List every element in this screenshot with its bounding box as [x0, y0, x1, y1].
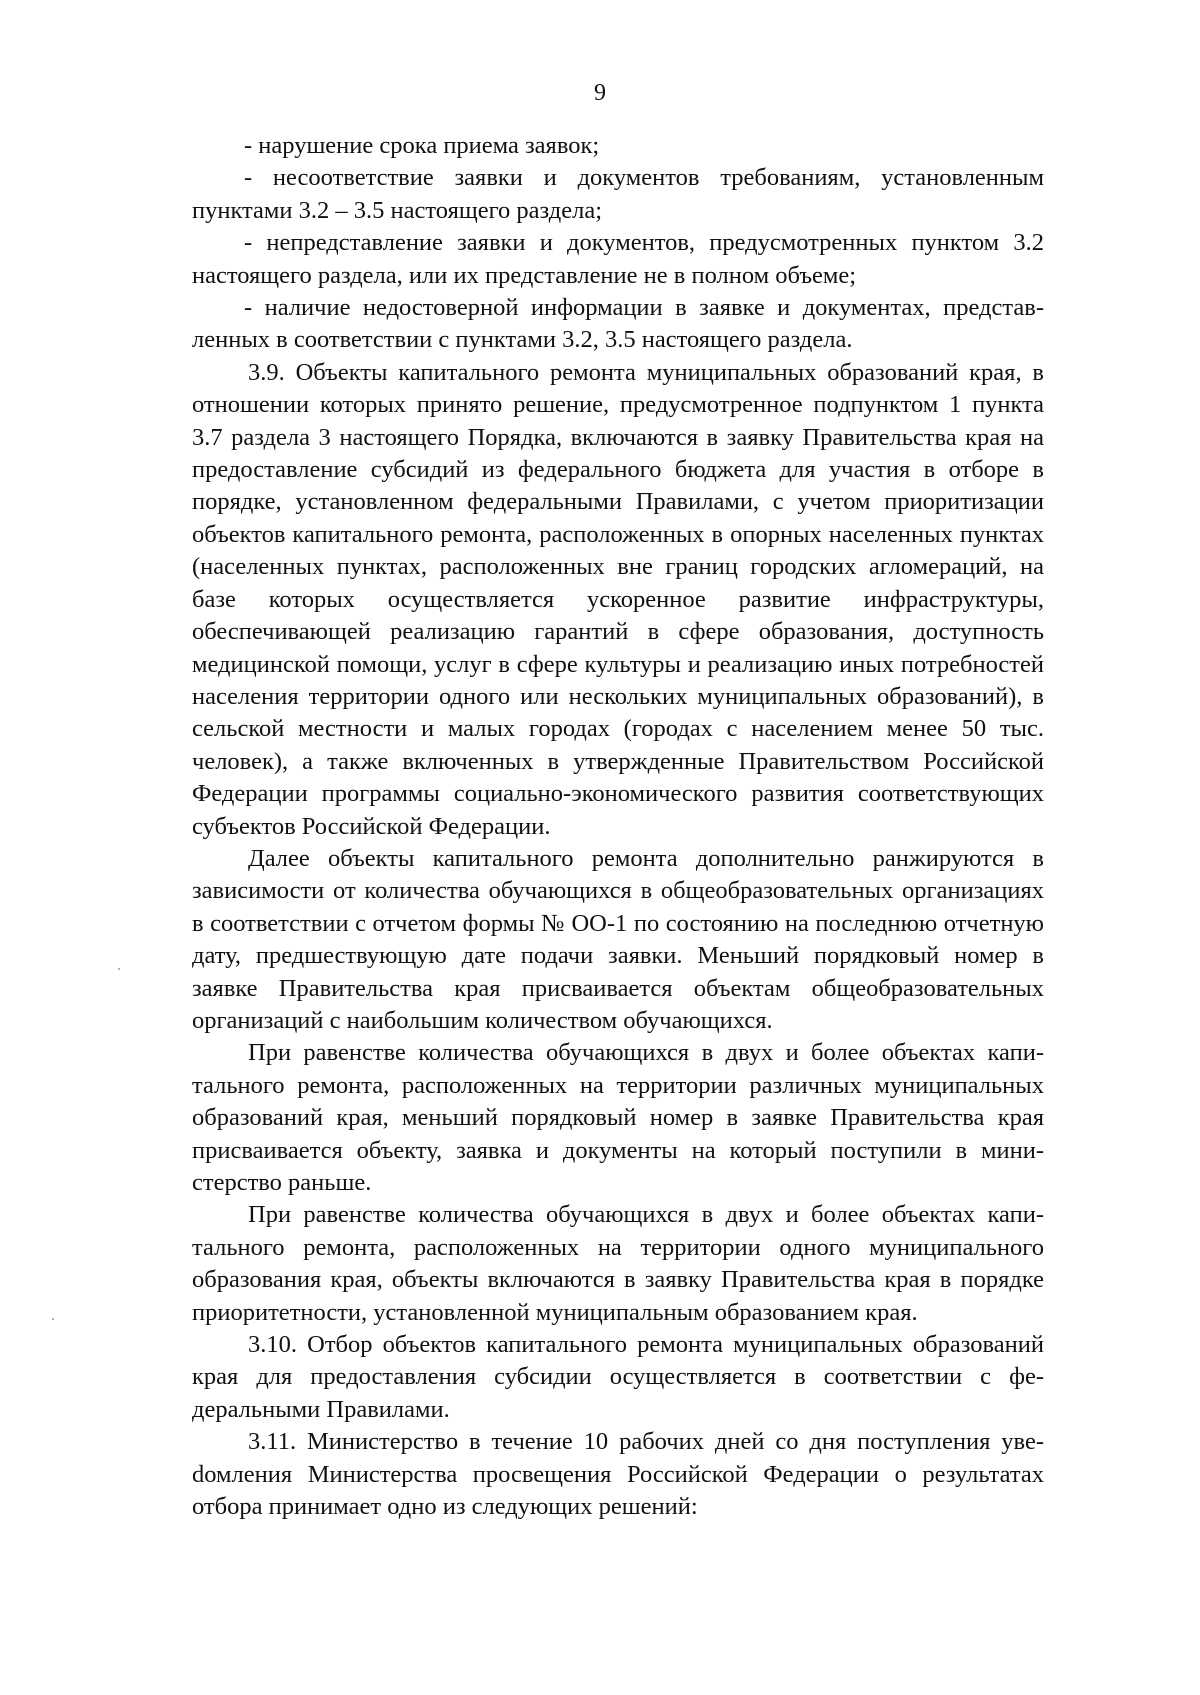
list-item-incomplete-documents: - непредставление заявки и документов, предусмотренных пунктом 3.2 настоящего раздела, или их представление не в полном объеме; [192, 229, 1044, 289]
list-item-false-information: - наличие недостоверной информации в заявке и документах, представленных в соответствии с пунктами 3.2, 3.5 настоящего раздела. [192, 294, 1044, 354]
body-text [192, 130, 1044, 1523]
paragraph-equal-count-different-municipalities: При равенстве количества обучающихся в двух и более объектах капитального ремонта, расположенных на территории различных муниципальных образований края, меньший порядковый номер в заявке Правительства края присваивается объекту, заявка и документы на который поступили в министерство раньше. [192, 1039, 1044, 1196]
paragraph-3-9: 3.9. Объекты капитального ремонта муниципальных образований края, в отношении которых принято решение, предусмотренное подпунктом 1 пункта 3.7 раздела 3 настоящего Порядка, включаются в заявку Правительства края на предоставление субсидий из федерального бюджета для участия в отборе в порядке, установленном федеральными Правилами, с учетом приоритизации объектов капитального ремонта, расположенных в опорных населенных пунктах (населенных пунктах, расположенных вне границ городских агломераций, на базе которых осуществляется ускоренное развитие инфраструктуры, обеспечивающей реализацию гарантий в сфере образования, доступность медицинской помощи, услуг в сфере культуры и реализацию иных потребностей населения территории одного или нескольких муниципальных образований), в сельской местности и малых городах (городах с населением менее 50 тыс. человек), а также включенных в утвержденные Правительством Российской Федерации программы социально-экономического развития соответствующих субъектов Российской Федерации. [192, 358, 1044, 840]
list-item-deadline-violation: - нарушение срока приема заявок; [244, 132, 600, 159]
paragraph-3-11: 3.11. Министерство в течение 10 рабочих дней со дня поступления увеdомления Министерства просвещения Российской Федерации о результатах отбора принимает одно из следующих решений: [192, 1428, 1044, 1521]
paragraph-equal-count-same-municipality: При равенстве количества обучающихся в двух и более объектах капитального ремонта, расположенных на территории одного муниципального образования края, объекты включаются в заявку Правительства края в порядке приоритетности, установленной муниципальным образованием края. [192, 1201, 1044, 1326]
page-number: 9 [594, 80, 606, 106]
scan-speck [52, 1318, 54, 1320]
paragraph-3-10: 3.10. Отбор объектов капитального ремонта муниципальных образований края для предоставления субсидии осуществляется в соответствии с федеральными Правилами. [192, 1331, 1044, 1423]
paragraph-ranking: Далее объекты капитального ремонта дополнительно ранжируются в зависимости от количества обучающихся в общеобразовательных организациях в соответствии с отчетом формы № ОО-1 по состоянию на последнюю отчетную дату, предшествующую дате подачи заявки. Меньший порядковый номер в заявке Правительства края присваивается объектам общеобразовательных организаций с наибольшим количеством обучающихся. [192, 844, 1044, 1034]
list-item-requirements-mismatch: - несоответствие заявки и документов требованиям, установленным пунктами 3.2 – 3.5 настоящего раздела; [192, 164, 1044, 224]
scan-speck [118, 968, 120, 970]
